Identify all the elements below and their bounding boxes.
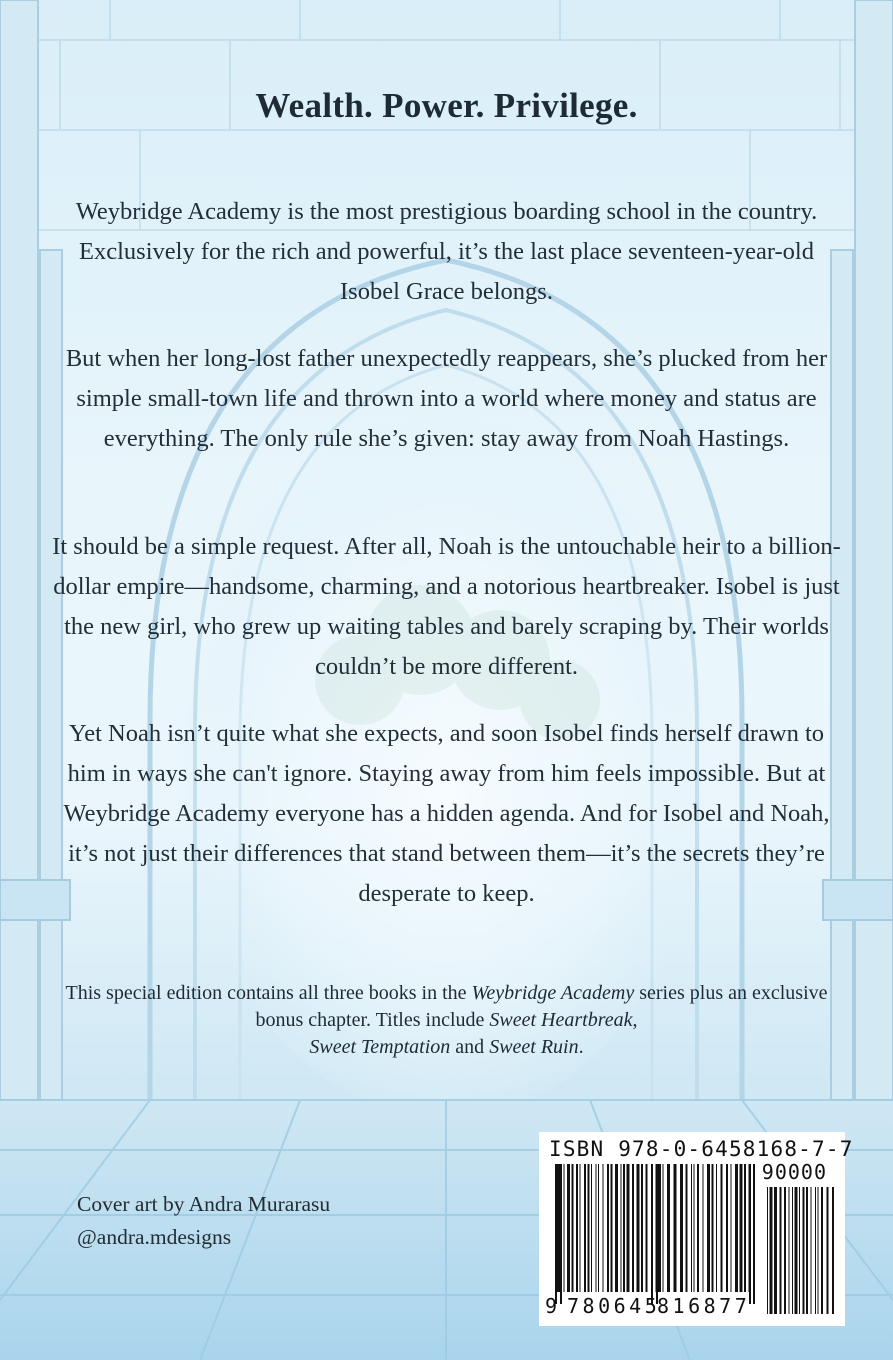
barcode-bar — [731, 1164, 732, 1292]
edition-separator-2: and — [450, 1036, 490, 1058]
barcode-bar — [821, 1187, 823, 1314]
cover-art-credit — [77, 1188, 330, 1254]
barcode-bar — [641, 1164, 643, 1292]
barcode-guard-bar — [749, 1164, 751, 1304]
barcode-bar — [832, 1187, 834, 1314]
barcode-bar — [767, 1187, 768, 1314]
barcode-bar — [598, 1164, 599, 1292]
isbn-barcode — [539, 1132, 854, 1326]
barcode-guard-bar — [753, 1164, 755, 1304]
barcode-bar — [658, 1164, 661, 1292]
barcode-bar — [744, 1164, 746, 1292]
barcode-bar — [621, 1164, 622, 1292]
barcode-bar — [576, 1164, 578, 1292]
barcode-bar — [694, 1164, 695, 1292]
barcode-bar — [607, 1164, 609, 1292]
price-addon-code: 90000 — [761, 1160, 827, 1184]
ean-first-digit: 9 — [545, 1294, 558, 1318]
barcode-bar — [827, 1187, 829, 1314]
barcode-bar — [615, 1164, 618, 1292]
barcode-bar — [580, 1164, 581, 1292]
barcode-bar — [691, 1164, 692, 1292]
barcode-bar — [680, 1164, 683, 1292]
barcode-bar — [674, 1164, 677, 1292]
barcode-guard-bar — [555, 1164, 557, 1304]
barcode-bar — [792, 1187, 793, 1314]
ean-right-group: 816877 — [657, 1294, 751, 1318]
book-title-1: Sweet Heartbreak — [489, 1009, 633, 1031]
barcode-bar — [637, 1164, 640, 1292]
barcode-bar — [686, 1164, 688, 1292]
barcode-bar — [627, 1164, 630, 1292]
barcode-bar — [780, 1187, 782, 1314]
barcode-bar — [740, 1164, 743, 1292]
blurb-paragraph-4: Yet Noah isn’t quite what she expects, and soon Isobel finds herself drawn to him in ways she can't ignore. Staying away from him feels impossible. But at Weybridge Academy everyone has a hidden agenda. And for Isobel and Noah, it’s not just their differences that stand between them—it’s the secrets they’re desperate to keep. — [63, 720, 830, 907]
credit-handle-line: @andra.mdesigns — [77, 1225, 232, 1249]
barcode-bar — [726, 1164, 728, 1292]
blurb-paragraph-1: Weybridge Academy is the most prestigious boarding school in the country. Exclusively for the rich and powerful, it’s the last place seventeen-year-old Isobel Grace belongs. — [75, 198, 818, 305]
barcode-bar — [663, 1164, 664, 1292]
book-title-2: Sweet Temptation — [309, 1036, 451, 1058]
credit-artist-line: Cover art by Andra Murarasu — [77, 1192, 331, 1216]
barcode-bar — [572, 1164, 574, 1292]
blurb-paragraph-2: But when her long-lost father unexpectedly reappears, she’s plucked from her simple small-town life and thrown into a world where money and status are everything. The only rule she’s given: stay away from Noah Hastings. — [65, 345, 828, 452]
barcode-bar — [603, 1164, 604, 1292]
barcode-bar — [623, 1164, 625, 1292]
barcode-bar — [588, 1164, 590, 1292]
barcode-bar — [735, 1164, 738, 1292]
barcode-bar — [774, 1187, 777, 1314]
edition-middle-text: series plus an exclusive bonus chapter. Titles include — [255, 982, 828, 1031]
series-title: Weybridge Academy — [471, 982, 635, 1004]
isbn-label: ISBN 978-0-6458168-7-7 — [549, 1137, 854, 1161]
barcode-bar — [806, 1187, 808, 1314]
barcode-bar — [564, 1164, 565, 1292]
barcode-bar — [784, 1187, 786, 1314]
barcode-bar — [815, 1187, 816, 1314]
barcode-bar — [712, 1164, 714, 1292]
barcode-guard-bar — [656, 1164, 658, 1304]
barcode-bar — [795, 1187, 798, 1314]
barcode-bar — [799, 1187, 800, 1314]
barcode-bar — [632, 1164, 634, 1292]
barcode-bar — [611, 1164, 613, 1292]
blurb-paragraph-3: It should be a simple request. After all, Noah is the untouchable heir to a billion-dollar empire—handsome, charming, and a notorious heartbreaker. Isobel is just the new girl, who grew up waiting tables and barely scraping by. Their worlds couldn’t be more different. — [52, 533, 841, 680]
barcode-guard-bar — [560, 1164, 562, 1304]
barcode-bar — [567, 1164, 570, 1292]
barcode-bar — [789, 1187, 790, 1314]
barcode-bar — [646, 1164, 648, 1292]
barcode-bar — [803, 1187, 805, 1314]
barcode-bar — [697, 1164, 699, 1292]
book-title-3: Sweet Ruin — [489, 1036, 579, 1058]
barcode-bar — [811, 1187, 812, 1314]
edition-intro-text: This special edition contains all three books in the — [65, 982, 472, 1004]
edition-end-text: . — [578, 1036, 584, 1058]
barcode-bar — [557, 1164, 560, 1292]
barcode-bar — [703, 1164, 704, 1292]
tagline-heading: Wealth. Power. Privilege. — [255, 86, 638, 125]
special-edition-note — [52, 980, 841, 1061]
edition-separator-1: , — [632, 1009, 638, 1031]
barcode-bar — [596, 1164, 597, 1292]
barcode-bar — [591, 1164, 592, 1292]
barcode-bar — [770, 1187, 773, 1314]
ean-left-group: 780645 — [567, 1294, 661, 1318]
barcode-bar — [667, 1164, 670, 1292]
barcode-bar — [818, 1187, 819, 1314]
barcode-bar — [721, 1164, 723, 1292]
barcode-guard-bar — [651, 1164, 653, 1304]
barcode-bar — [716, 1164, 717, 1292]
barcode-bar — [707, 1164, 710, 1292]
barcode-bar — [584, 1164, 586, 1292]
